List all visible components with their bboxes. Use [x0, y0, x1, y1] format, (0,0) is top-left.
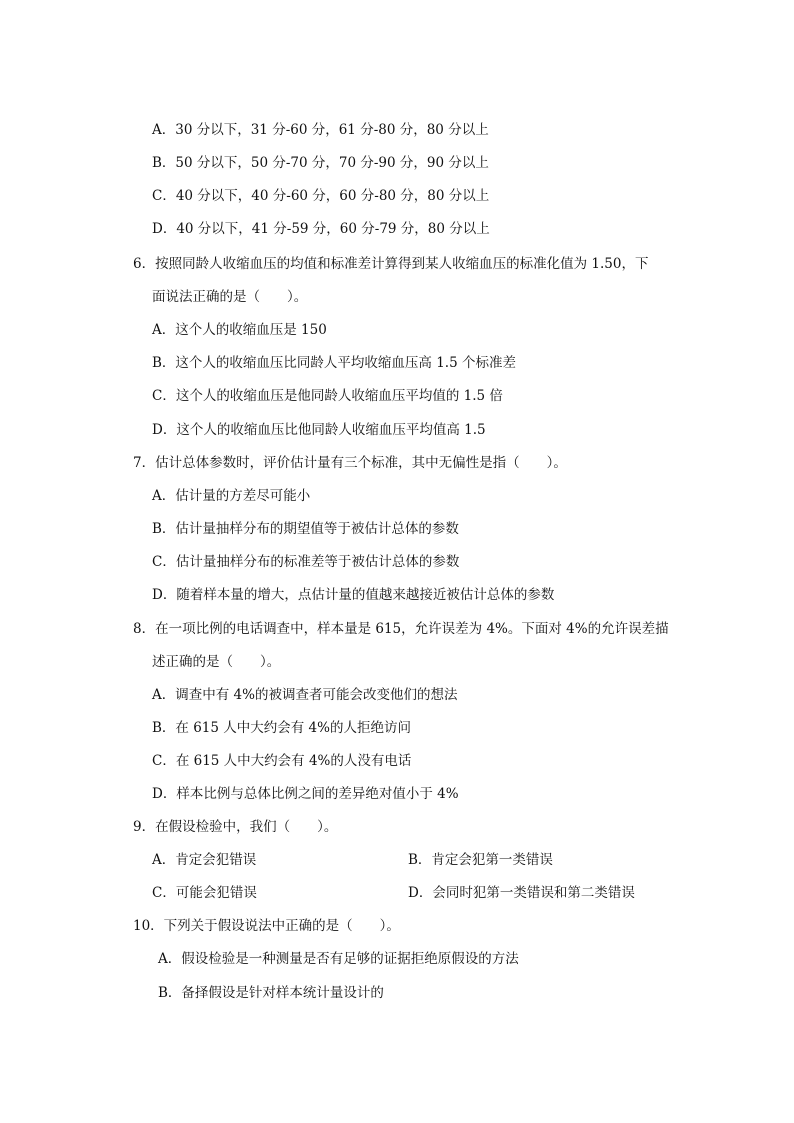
q10-option-b: B．备择假设是针对样本统计量设计的 [158, 985, 384, 1001]
q7-stem-line1: 7．估计总体参数时，评价估计量有三个标准，其中无偏性是指（ ）。 [133, 455, 567, 471]
q5-option-a: A．30 分以下，31 分-60 分，61 分-80 分，80 分以上 [152, 122, 489, 138]
q9-option-a: A．肯定会犯错误 [152, 852, 257, 868]
q10-stem-line1: 10．下列关于假设说法中正确的是（ ）。 [133, 918, 400, 934]
q6-option-a: A．这个人的收缩血压是 150 [152, 322, 327, 338]
q5-option-c: C．40 分以下，40 分-60 分，60 分-80 分，80 分以上 [152, 188, 490, 204]
q10-option-a: A．假设检验是一种测量是否有足够的证据拒绝原假设的方法 [158, 951, 519, 967]
q6-stem-line2: 面说法正确的是（ ）。 [152, 289, 308, 305]
q7-option-c: C．估计量抽样分布的标准差等于被估计总体的参数 [152, 554, 460, 570]
q7-option-a: A．估计量的方差尽可能小 [152, 488, 311, 504]
q5-option-d: D．40 分以下，41 分-59 分，60 分-79 分，80 分以上 [152, 221, 490, 237]
q8-stem-line2: 述正确的是（ ）。 [152, 654, 281, 670]
q9-stem-line1: 9．在假设检验中，我们（ ）。 [133, 819, 338, 835]
q8-option-c: C．在 615 人中大约会有 4%的人没有电话 [152, 753, 412, 769]
q5-option-b: B．50 分以下，50 分-70 分，70 分-90 分，90 分以上 [152, 155, 489, 171]
q8-option-a: A．调查中有 4%的被调查者可能会改变他们的想法 [152, 687, 458, 703]
q9-option-d: D．会同时犯第一类错误和第二类错误 [408, 885, 635, 901]
q8-stem-line1: 8．在一项比例的电话调查中，样本量是 615，允许误差为 4%。下面对 4%的允许误差描 [133, 621, 669, 637]
q6-stem-line1: 6．按照同龄人收缩血压的均值和标准差计算得到某人收缩血压的标准化值为 1.50，下 [133, 256, 649, 272]
q8-option-d: D．样本比例与总体比例之间的差异绝对值小于 4% [152, 786, 459, 802]
q8-option-b: B．在 615 人中大约会有 4%的人拒绝访问 [152, 720, 411, 736]
q7-option-b: B．估计量抽样分布的期望值等于被估计总体的参数 [152, 521, 459, 537]
q6-option-c: C．这个人的收缩血压是他同龄人收缩血压平均值的 1.5 倍 [152, 388, 503, 404]
q7-option-d: D．随着样本量的增大，点估计量的值越来越接近被估计总体的参数 [152, 587, 555, 603]
q9-option-c: C．可能会犯错误 [152, 885, 257, 901]
q6-option-d: D．这个人的收缩血压比他同龄人收缩血压平均值高 1.5 [152, 422, 486, 438]
q9-option-b: B．肯定会犯第一类错误 [408, 852, 553, 868]
q6-option-b: B．这个人的收缩血压比同龄人平均收缩血压高 1.5 个标准差 [152, 355, 516, 371]
